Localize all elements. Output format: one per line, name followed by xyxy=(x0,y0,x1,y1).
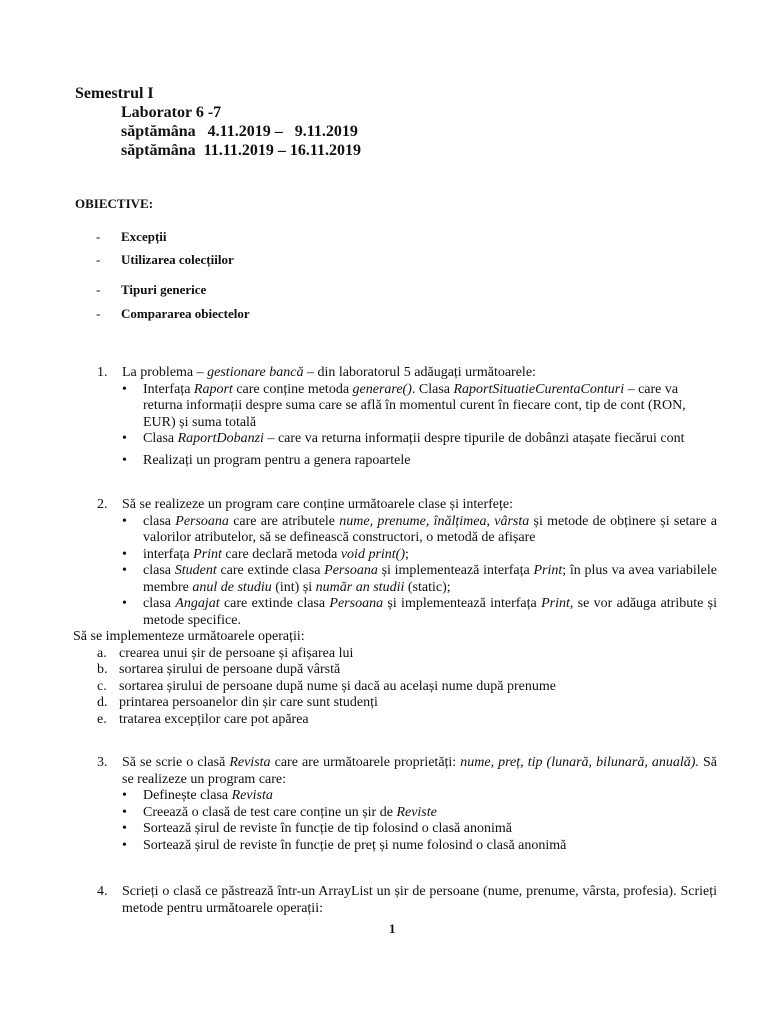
objective-text: Excepții xyxy=(121,229,167,244)
list-item: • clasa Angajat care extinde clasa Persoana și implementează interfața Print, se vor adăuga atribute și metode specifice. xyxy=(122,596,717,628)
bullet-icon: • xyxy=(122,431,127,446)
problem-number: 3. xyxy=(97,755,108,770)
list-item: a. crearea unui șir de persoane și afișarea lui xyxy=(97,645,354,661)
problem-4 xyxy=(97,884,717,917)
bullet-icon: • xyxy=(122,804,127,820)
semester-title: Semestrul I xyxy=(75,85,154,102)
list-item: e. tratarea excepților care pot apărea xyxy=(97,711,309,727)
list-item: • Realizați un program pentru a genera rapoartele xyxy=(122,452,411,468)
week-range-1: săptămâna 4.11.2019 – 9.11.2019 xyxy=(121,123,358,140)
bullet-icon: • xyxy=(122,513,127,529)
dash-marker: - xyxy=(96,306,101,321)
objective-item xyxy=(96,252,234,269)
bullet-icon: • xyxy=(122,788,127,803)
objective-item xyxy=(96,306,250,323)
list-item: • Clasa RaportDobanzi – care va returna informații despre tipurile de dobânzi atașate fiecărui cont xyxy=(122,431,685,446)
list-item: b. sortarea șirului de persoane după vârstă xyxy=(97,662,341,677)
list-item: • interfața Print care declară metoda void print(); xyxy=(122,546,409,562)
list-item: • Sortează șirul de reviste în funcție de tip folosind o clasă anonimă xyxy=(122,821,512,836)
list-item: • clasa Student care extinde clasa Persoana și implementează interfața Print; în plus va avea variabilele membre anul de studiu (int) și număr an studii (static); xyxy=(122,563,717,595)
bullet-list xyxy=(122,514,717,630)
problem-number: 4. xyxy=(97,884,108,899)
problem-intro: Scrieți o clasă ce păstrează într-un ArrayList un șir de persoane (nume, prenume, vârsta, profesia). Scrieți metode pentru următoarele operații: xyxy=(122,884,717,916)
operations-block xyxy=(73,629,693,728)
bullet-icon: • xyxy=(122,381,127,397)
list-item: • Sortează șirul de reviste în funcție de preț și nume folosind o clasă anonimă xyxy=(122,837,567,853)
objective-item xyxy=(96,229,167,246)
list-item: • Interfața Raport care conține metoda generare(). Clasa RaportSituatieCurentaConturi – care va returna informații despre suma care se află în momentul curent în fiecare cont, tip de cont (RON, EUR) și suma totală xyxy=(122,381,686,430)
list-item: d. printarea persoanelor din șir care sunt studenți xyxy=(97,695,378,710)
objective-text: Compararea obiectelor xyxy=(121,306,250,321)
bullet-icon: • xyxy=(122,821,127,836)
problem-2 xyxy=(97,497,717,629)
page-number: 1 xyxy=(389,921,396,936)
bullet-list xyxy=(122,382,717,470)
problem-number: 1. xyxy=(97,365,108,380)
problem-intro: Să se scrie o clasă Revista care are următoarele proprietăți: nume, preț, tip (lunară, bilunară, anuală). Să se realizeze un program care: xyxy=(122,755,717,787)
problem-intro: Să se realizeze un program care conține următoarele clase și interfețe: xyxy=(122,497,514,512)
objective-text: Tipuri generice xyxy=(121,282,207,297)
operations-intro: Să se implementeze următoarele operații: xyxy=(73,629,305,644)
list-item: c. sortarea șirului de persoane după nume și dacă au același nume după prenume xyxy=(97,678,556,694)
list-item: • clasa Persoana care are atributele nume, prenume, înălțimea, vârsta și metode de obținere și setare a valorilor atributelor, să se definească constructori, o metodă de afișare xyxy=(122,513,717,545)
objective-item xyxy=(96,282,206,299)
operations-list xyxy=(97,646,693,729)
bullet-icon: • xyxy=(122,452,127,468)
list-item: • Creează o clasă de test care conține un șir de Reviste xyxy=(122,804,437,820)
lab-title: Laborator 6 -7 xyxy=(121,104,222,121)
objective-text: Utilizarea colecțiilor xyxy=(121,252,234,267)
bullet-icon: • xyxy=(122,563,127,578)
bullet-icon: • xyxy=(122,546,127,562)
dash-marker: - xyxy=(96,252,101,267)
dash-marker: - xyxy=(96,229,101,244)
list-item: • Definește clasa Revista xyxy=(122,788,273,803)
objectives-label: OBIECTIVE: xyxy=(75,196,154,211)
bullet-list xyxy=(122,788,717,854)
bullet-icon: • xyxy=(122,596,127,611)
week-range-2: săptămâna 11.11.2019 – 16.11.2019 xyxy=(121,142,362,159)
problem-number: 2. xyxy=(97,497,108,512)
problem-3 xyxy=(97,755,717,854)
bullet-icon: • xyxy=(122,837,127,853)
problem-1 xyxy=(97,365,717,469)
dash-marker: - xyxy=(96,282,101,297)
problem-intro: La problema – gestionare bancă – din laboratorul 5 adăugați următoarele: xyxy=(122,365,536,380)
